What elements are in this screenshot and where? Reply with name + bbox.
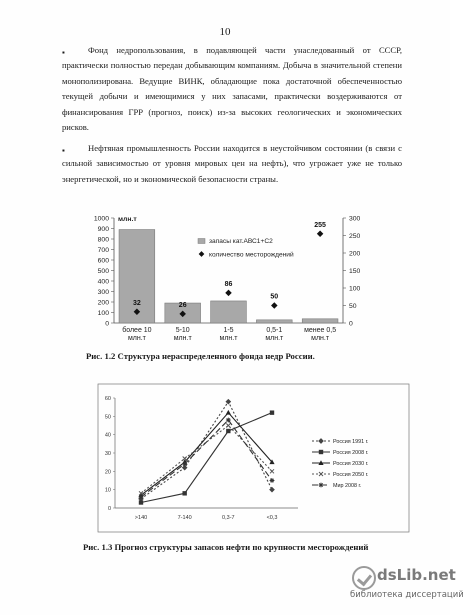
- y-tick-label: 0: [105, 320, 109, 328]
- x-tick-label: 7-140: [177, 515, 192, 521]
- x-tick-label: 0,3-7: [222, 515, 235, 521]
- y-tick-label: 50: [104, 414, 111, 421]
- figure-1-caption: Рис. 1.2 Структура нераспределенного фонда недр России.: [86, 351, 315, 361]
- legend-label: количество месторождений: [209, 251, 294, 259]
- series-line: [141, 420, 272, 497]
- marker-point: [226, 399, 232, 405]
- figure-2-caption: Рис. 1.3 Прогноз структуры запасов нефти по крупности месторождений: [83, 542, 369, 552]
- paragraph-1: Фонд недропользования, в подавляющей части унаследованный от СССР, практически полностью передан добывающим компаниям. Добыча в значительной степени монополизирована. Ведущие ВИНК, обладающие пока достаточной обеспеченностью текущей добычи и имеющимися у них запасами, практически воздерживаются от финансирования ГРР (прогноз, поиск) из-за высоких геологических и экономических рисков.: [62, 45, 402, 133]
- dslib-watermark: [350, 566, 464, 610]
- marker-point: [139, 500, 143, 504]
- legend-label: Россия 2008 г.: [333, 450, 369, 456]
- marker-point: [319, 483, 324, 488]
- marker-point: [270, 469, 274, 473]
- marker-point: [182, 462, 187, 467]
- x-tick-label: 1-5: [223, 327, 234, 334]
- paragraph-2: Нефтяная промышленность России находится в неустойчивом состоянии (в связи с сильной зависимостью от уровня мировых цен на нефть), что угрожает уже не только энергетической, но и экономической безопасности страны.: [62, 143, 402, 184]
- y-tick-label: 10: [104, 487, 111, 494]
- data-label: 86: [224, 280, 233, 288]
- marker-point: [226, 424, 230, 428]
- x-tick-label: 5-10: [175, 327, 190, 334]
- y-tick-label: 100: [97, 310, 109, 317]
- marker-point: [226, 410, 231, 415]
- marker-point: [270, 410, 274, 414]
- marker-point: [269, 487, 275, 493]
- x-tick-label: млн.т: [265, 335, 284, 342]
- y-tick-label: 200: [97, 299, 109, 307]
- checkmark-logo-icon: [352, 566, 376, 590]
- y2-tick-label: 250: [349, 233, 361, 240]
- marker-point: [319, 472, 323, 476]
- y-tick-label: 400: [97, 278, 109, 286]
- marker-point: [139, 495, 144, 500]
- bullet-marker: ▪: [62, 48, 65, 57]
- x-tick-label: млн.т: [219, 335, 238, 342]
- x-tick-label: млн.т: [173, 335, 192, 342]
- legend-label: Россия 2030 г.: [333, 461, 369, 467]
- x-tick-label: млн.т: [127, 335, 146, 342]
- y2-tick-label: 200: [349, 250, 361, 258]
- legend-label: Россия 1991 г.: [333, 439, 369, 445]
- y-axis-label: млн.т: [118, 216, 137, 223]
- y2-tick-label: 150: [349, 268, 361, 275]
- y2-tick-label: 300: [349, 215, 361, 223]
- data-label: 32: [133, 299, 141, 307]
- y-tick-label: 0: [107, 506, 111, 512]
- y-tick-label: 300: [97, 289, 109, 296]
- bullet-marker: ▪: [62, 146, 65, 155]
- x-tick-label: более 10: [122, 327, 152, 334]
- legend-label: Россия 2050 г.: [333, 472, 369, 478]
- marker-point: [226, 429, 230, 433]
- legend-label: запасы кат.АВС1+С2: [209, 238, 273, 245]
- y-tick-label: 500: [97, 268, 109, 275]
- x-tick-label: 0,5-1: [266, 327, 283, 334]
- y2-tick-label: 50: [349, 303, 357, 310]
- y-tick-label: 800: [97, 236, 109, 244]
- y-tick-label: 1000: [93, 215, 109, 223]
- y2-tick-label: 100: [349, 285, 361, 293]
- x-tick-label: млн.т: [311, 335, 330, 342]
- y-tick-label: 30: [104, 451, 111, 457]
- page-number: 10: [219, 26, 231, 38]
- y-tick-label: 600: [97, 257, 109, 265]
- marker-point: [182, 491, 186, 495]
- data-label: 26: [178, 301, 187, 309]
- y-tick-label: 40: [104, 432, 111, 439]
- watermark-subtitle: библиотека диссертаций: [350, 590, 464, 600]
- y2-tick-label: 0: [349, 320, 353, 328]
- legend-label: Мир 2008 г.: [333, 483, 362, 489]
- marker-point: [270, 478, 275, 483]
- y-tick-label: 60: [104, 396, 111, 402]
- x-tick-label: менее 0,5: [304, 327, 337, 334]
- data-label: 255: [314, 221, 326, 229]
- marker-point: [319, 450, 323, 454]
- marker-point: [318, 438, 324, 444]
- marker-point: [226, 418, 231, 423]
- y-tick-label: 700: [97, 247, 109, 254]
- x-tick-label: >140: [134, 515, 148, 521]
- y-tick-label: 20: [104, 469, 111, 476]
- series-line: [141, 426, 272, 494]
- watermark-name: dsLib.net: [377, 566, 456, 584]
- chart-frame: [98, 384, 409, 532]
- series-line: [141, 413, 272, 503]
- data-label: 50: [270, 293, 279, 301]
- x-tick-label: <0,3: [266, 515, 278, 521]
- y-tick-label: 900: [97, 226, 109, 233]
